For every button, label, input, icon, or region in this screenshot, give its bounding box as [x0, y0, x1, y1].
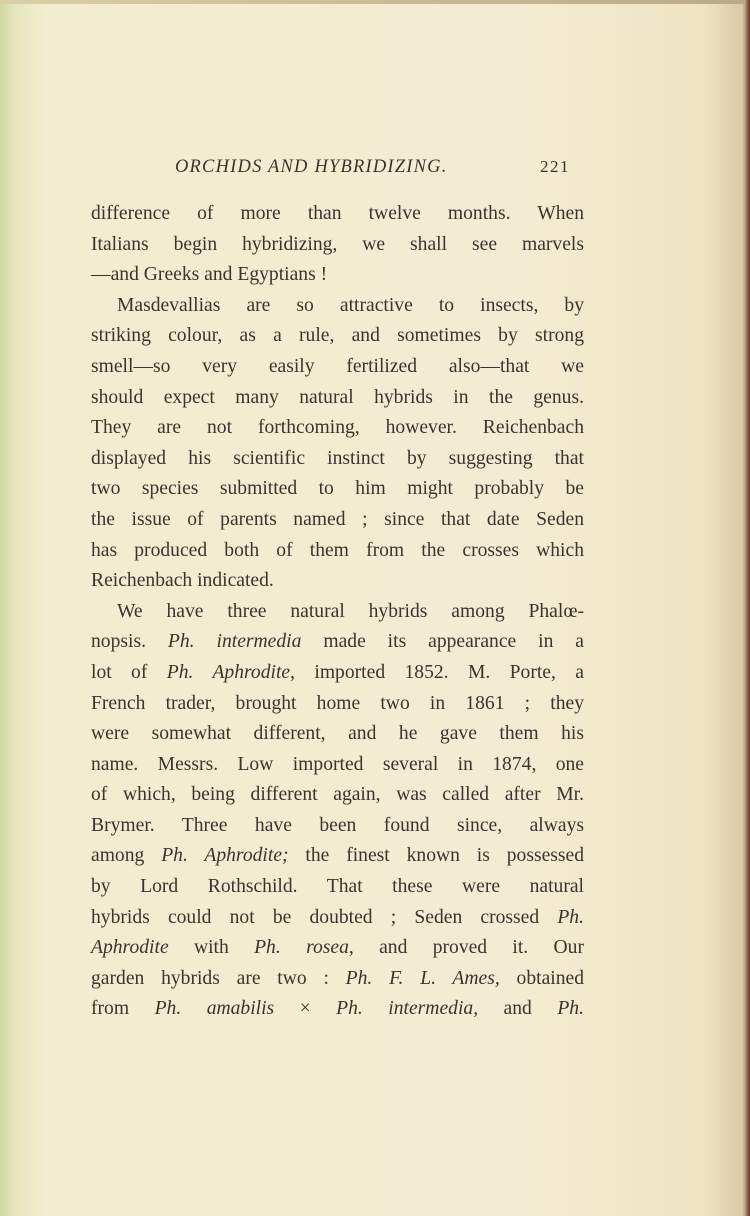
- text-segment: —and Greeks and Egyptians !: [91, 264, 328, 286]
- text-line: [91, 566, 584, 597]
- text-line: [91, 444, 584, 475]
- text-line: [91, 536, 584, 567]
- text-segment: has produced both of them from the crosses which: [91, 539, 584, 561]
- text-line: [91, 780, 584, 811]
- text-segment: two species submitted to him might probably be: [91, 478, 584, 500]
- text-line: [91, 597, 584, 628]
- text-line: [91, 750, 584, 781]
- italic-text: Ph.: [557, 998, 584, 1020]
- text-segment: displayed his scientific instinct by suggesting that: [91, 447, 584, 469]
- text-segment: They are not forthcoming, however. Reichenbach: [91, 417, 584, 439]
- text-segment: should expect many natural hybrids in the genus.: [91, 386, 584, 408]
- text-segment: made its appearance in a: [301, 631, 585, 653]
- text-segment: lot of: [91, 661, 167, 683]
- text-line: [91, 872, 584, 903]
- text-segment: Brymer. Three have been found since, always: [91, 814, 584, 836]
- text-line: [91, 260, 584, 291]
- text-segment: the finest known is possessed: [288, 845, 585, 867]
- italic-text: Ph. rosea: [254, 937, 349, 959]
- text-segment: among: [91, 845, 162, 867]
- text-line: [91, 658, 584, 689]
- italic-text: Ph. intermedia,: [336, 998, 479, 1020]
- text-segment: We have three natural hybrids among Phalœ-: [117, 600, 584, 622]
- text-segment: striking colour, as a rule, and sometimes by strong: [91, 325, 584, 347]
- text-segment: were somewhat different, and he gave them his: [91, 723, 584, 745]
- text-segment: by Lord Rothschild. That these were natural: [91, 876, 584, 898]
- italic-text: Ph. Aphrodite: [166, 661, 291, 683]
- text-line: [91, 719, 584, 750]
- page-header: [170, 157, 570, 181]
- text-segment: obtained: [499, 967, 584, 989]
- page-top-edge: [0, 0, 750, 4]
- text-line: [91, 291, 584, 322]
- text-line: [91, 627, 584, 658]
- text-line: [91, 964, 584, 995]
- text-segment: smell—so very easily fertilized also—that we: [91, 355, 584, 377]
- text-segment: nopsis.: [91, 631, 168, 653]
- text-line: [91, 811, 584, 842]
- text-line: [91, 689, 584, 720]
- italic-text: Ph. amabilis: [154, 998, 275, 1020]
- text-line: [91, 413, 584, 444]
- text-line: [91, 199, 584, 230]
- body-text: [91, 199, 584, 1025]
- text-line: [91, 474, 584, 505]
- text-line: [91, 383, 584, 414]
- text-segment: French trader, brought home two in 1861 ; they: [91, 692, 584, 714]
- text-line: [91, 505, 584, 536]
- page-number: 221: [540, 157, 570, 176]
- text-segment: difference of more than twelve months. When: [91, 203, 584, 224]
- italic-text: Ph.: [557, 906, 584, 928]
- text-segment: name. Messrs. Low imported several in 1874, one: [91, 753, 584, 775]
- italic-text: Aphrodite: [91, 937, 169, 959]
- text-segment: garden hybrids are two :: [91, 967, 346, 989]
- text-segment: of which, being different again, was called after Mr.: [91, 784, 584, 806]
- text-segment: Masdevallias are so attractive to insects, by: [117, 294, 584, 316]
- text-segment: the issue of parents named ; since that date Seden: [91, 508, 584, 530]
- text-segment: Reichenbach indicated.: [91, 570, 274, 592]
- text-segment: , imported 1852. M. Porte, a: [290, 661, 584, 683]
- text-line: [91, 903, 584, 934]
- text-segment: Italians begin hybridizing, we shall see marvels: [91, 233, 584, 255]
- text-segment: hybrids could not be doubted ; Seden crossed: [91, 906, 558, 928]
- text-line: [91, 933, 584, 964]
- text-segment: ×: [274, 998, 337, 1020]
- text-line: [91, 230, 584, 261]
- text-segment: with: [168, 937, 255, 959]
- italic-text: Ph. Aphrodite;: [161, 845, 289, 867]
- text-segment: from: [91, 998, 155, 1020]
- text-line: [91, 352, 584, 383]
- book-binding-edge: [744, 0, 750, 1216]
- text-segment: and: [478, 998, 558, 1020]
- text-line: [91, 841, 584, 872]
- italic-text: Ph. intermedia: [167, 631, 302, 653]
- running-title: ORCHIDS AND HYBRIDIZING.: [175, 157, 448, 177]
- text-line: [91, 321, 584, 352]
- text-segment: , and proved it. Our: [348, 937, 584, 959]
- text-line: [91, 994, 584, 1025]
- italic-text: Ph. F. L. Ames,: [345, 967, 500, 989]
